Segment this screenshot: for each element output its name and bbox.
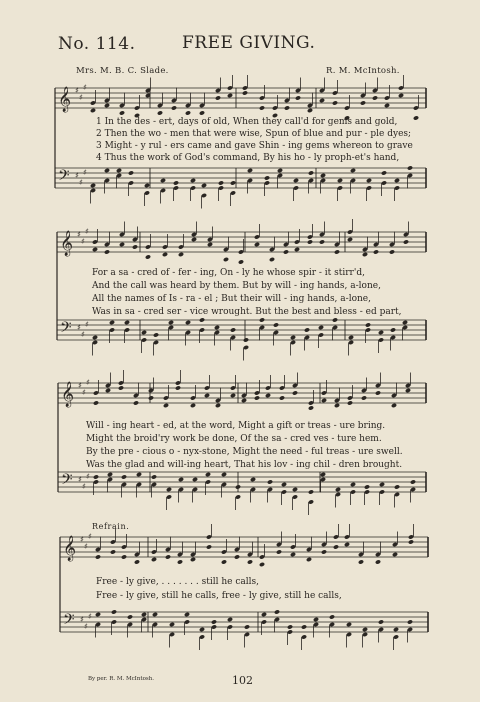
svg-text:♯: ♯ [84, 622, 88, 631]
svg-text:♯: ♯ [88, 612, 92, 621]
svg-text:𝄞: 𝄞 [63, 536, 77, 561]
svg-text:♯: ♯ [84, 542, 88, 551]
svg-text:𝄞: 𝄞 [61, 382, 75, 407]
svg-text:𝄢: 𝄢 [58, 167, 70, 188]
refrain-label: Refrain. [92, 522, 130, 531]
lyric-line: Might the broid'ry work be done, Of the sa - cred ves - ture hem. [86, 434, 382, 444]
svg-text:♯: ♯ [81, 330, 85, 339]
svg-text:♯: ♯ [79, 178, 83, 187]
lyric-line: And the call was heard by them. But by will - ing hands, a-lone, [92, 281, 381, 291]
svg-text:♯: ♯ [82, 482, 86, 491]
lyric-line: Was the glad and will-ing heart, That his lov - ing chil - dren brought. [86, 460, 403, 470]
svg-text:♯: ♯ [75, 86, 79, 95]
lyric-line: For a sa - cred of - fer - ing, On - ly he whose spir - it stirr'd, [92, 268, 365, 278]
lyric-line: Free - ly give, . . . . . . . still he calls, [96, 577, 259, 587]
svg-text:♯: ♯ [80, 535, 84, 544]
lyric-line: Will - ing heart - ed, at the word, Might a gift or treas - ure bring. [86, 421, 386, 431]
svg-text:𝄢: 𝄢 [61, 471, 73, 492]
svg-text:♯: ♯ [85, 320, 89, 329]
svg-text:♯: ♯ [83, 83, 87, 92]
svg-text:♯: ♯ [86, 378, 90, 387]
svg-text:♯: ♯ [86, 472, 90, 481]
svg-text:♯: ♯ [75, 171, 79, 180]
svg-text:♯: ♯ [83, 168, 87, 177]
svg-text:♯: ♯ [77, 230, 81, 239]
svg-text:♯: ♯ [82, 388, 86, 397]
lyric-line: 2 Then the wo - men that were wise, Spun of blue and pur - ple dyes; [96, 129, 412, 139]
lyric-line: By the pre - cious o - nyx-stone, Might the need - ful treas - ure swell. [86, 447, 403, 457]
music-composer: R. M. McIntosh. [326, 66, 400, 76]
lyric-line: 4 Thus the work of God's command, By his ho - ly proph-et's hand, [96, 153, 400, 163]
hymn-number: No. 114. [58, 34, 136, 54]
svg-text:𝄞: 𝄞 [60, 231, 74, 256]
footer-credit: By per. R. M. McIntosh. [88, 676, 155, 682]
svg-text:♯: ♯ [85, 227, 89, 236]
lyric-line: Was in sa - cred ser - vice wrought. But the best and bless - ed part, [92, 307, 402, 317]
svg-text:𝄢: 𝄢 [60, 319, 72, 340]
svg-text:♯: ♯ [80, 615, 84, 624]
svg-text:♯: ♯ [81, 237, 85, 246]
svg-text:♯: ♯ [77, 323, 81, 332]
lyric-line: 1 In the des - ert, days of old, When they call'd for gems and gold, [96, 117, 398, 127]
svg-text:𝄢: 𝄢 [63, 611, 75, 632]
hymn-title: FREE GIVING. [182, 33, 316, 53]
lyric-line: Free - ly give, still he calls, free - ly give, still he calls, [96, 591, 342, 601]
svg-text:♯: ♯ [79, 93, 83, 102]
page-number: 102 [232, 674, 253, 687]
svg-text:𝄞: 𝄞 [58, 87, 72, 112]
svg-text:♯: ♯ [88, 532, 92, 541]
lyric-line: All the names of Is - ra - el ; But their will - ing hands, a-lone, [92, 294, 371, 304]
lyric-line: 3 Might - y rul - ers came and gave Shin - ing gems whereon to grave [96, 141, 413, 151]
svg-text:♯: ♯ [78, 381, 82, 390]
svg-text:♯: ♯ [78, 475, 82, 484]
words-author: Mrs. M. B. C. Slade. [76, 66, 169, 76]
